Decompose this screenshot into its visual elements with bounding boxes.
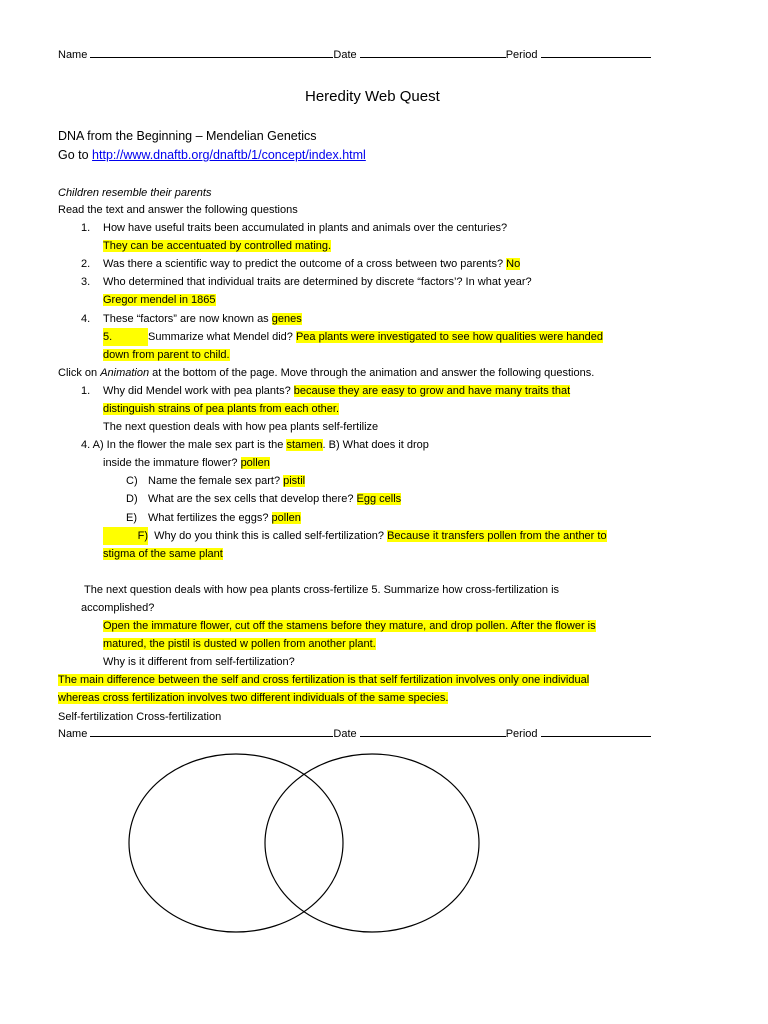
q-label: D) [126, 493, 138, 505]
click-suffix: at the bottom of the page. Move through the animation and answer the following questions. [149, 367, 595, 379]
q-text: What fertilizes the eggs? [148, 512, 272, 524]
animation-link-text: Animation [100, 367, 150, 379]
date-label: Date [333, 728, 357, 740]
q-text: 4. A) In the flower the male sex part is the [81, 439, 287, 451]
q-text: What are the sex cells that develop there? [148, 493, 357, 505]
section1-instructions: Read the text and answer the following questions [58, 204, 298, 216]
venn-circle-cross [265, 754, 479, 932]
q-number: 2. [81, 258, 91, 270]
date-label: Date [333, 49, 357, 61]
answer-text: Egg cells [356, 493, 402, 505]
q-text: Why do you think this is called self-fertilization? [154, 530, 388, 542]
answer-text: genes [271, 313, 302, 325]
q-number: 4. [81, 313, 91, 325]
q-text: . B) What does it drop [322, 439, 429, 451]
page-title: Heredity Web Quest [305, 88, 440, 105]
answer-text: Pea plants were investigated to see how qualities were handed [295, 331, 603, 343]
q-label: C) [126, 475, 138, 487]
answer-text: Open the immature flower, cut off the stamens before they mature, and drop pollen. After the flower is [103, 620, 596, 632]
answer-text: pollen [240, 457, 270, 469]
goto-prefix: Go to [58, 148, 93, 162]
answer-text: pistil [283, 475, 306, 487]
answer-text: Because it transfers pollen from the anther to [387, 530, 607, 542]
subtitle: DNA from the Beginning – Mendelian Genetics [58, 129, 317, 143]
q-number: 3. [81, 276, 91, 288]
answer-text: because they are easy to grow and have many traits that [293, 385, 571, 397]
q-text: Why did Mendel work with pea plants? [103, 385, 294, 397]
answer-text: pollen [271, 512, 301, 524]
q-text: Was there a scientific way to predict the outcome of a cross between two parents? [103, 258, 504, 270]
answer-text: distinguish strains of pea plants from each other. [103, 403, 340, 415]
answer-text: stigma of the same plant [103, 548, 223, 560]
q-text: Who determined that individual traits are determined by discrete “factors’? In what year? [103, 276, 532, 288]
dnaftb-link[interactable]: http://www.dnaftb.org/dnaftb/1/concept/index.html [92, 148, 366, 162]
venn-circle-self [129, 754, 343, 932]
name-label: Name [58, 728, 88, 740]
venn-labels: Self-fertilization Cross-fertilization [58, 711, 222, 723]
answer-text: The main difference between the self and cross fertilization is that self fertilization involves only one individual [58, 674, 590, 686]
answer-text: Gregor mendel in 1865 [103, 294, 216, 306]
q-label: E) [126, 512, 137, 524]
q-number: 1. [81, 222, 91, 234]
q-number: 5. [103, 328, 148, 346]
q-text: How have useful traits been accumulated in plants and animals over the centuries? [103, 222, 508, 234]
answer-text: stamen [286, 439, 323, 451]
q-text: These “factors” are now known as [103, 313, 272, 325]
period-label: Period [505, 49, 538, 61]
answer-text: whereas cross fertilization involves two different individuals of the same species. [58, 692, 449, 704]
q-number: 1. [81, 385, 91, 397]
answer-text: They can be accentuated by controlled mating. [103, 240, 332, 252]
why-question: Why is it different from self-fertilization? [103, 656, 295, 668]
section1-heading: Children resemble their parents [58, 187, 212, 199]
q-label: F) [103, 527, 148, 545]
period-label: Period [505, 728, 538, 740]
q-text: Name the female sex part? [148, 475, 284, 487]
answer-text: down from parent to child. [103, 349, 230, 361]
q-text: inside the immature flower? [103, 457, 241, 469]
name-label: Name [58, 49, 88, 61]
q-text: Summarize what Mendel did? [148, 331, 296, 343]
answer-text: matured, the pistil is dusted w pollen from another plant. [103, 638, 376, 650]
cross-fert-intro: The next question deals with how pea plants cross-fertilize 5. Summarize how cross-fertilization is [84, 584, 560, 596]
click-prefix: Click on [58, 367, 101, 379]
self-fert-intro: The next question deals with how pea plants self-fertilize [103, 421, 379, 433]
cross-fert-intro-2: accomplished? [81, 602, 155, 614]
answer-text: No [506, 258, 521, 270]
